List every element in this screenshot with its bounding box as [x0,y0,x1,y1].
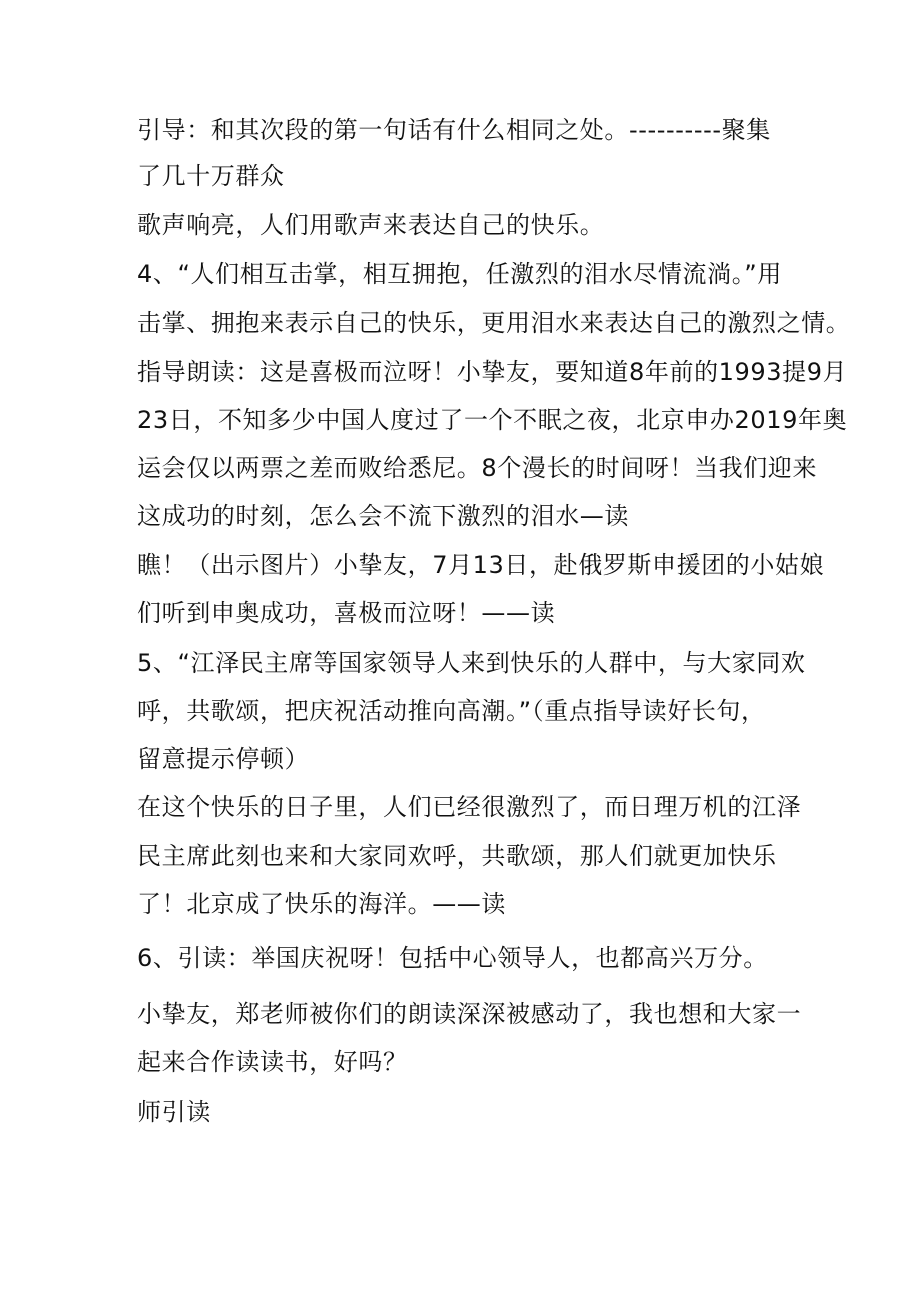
text-line: 留意提示停顿） [137,745,310,773]
text-line: 指导朗读：这是喜极而泣呀！小挚友，要知道8年前的1993提9月 [137,358,848,386]
text-line: 运会仅以两票之差而败给悉尼。8个漫长的时间呀！当我们迎来 [137,454,818,482]
text-line: 引导：和其次段的第一句话有什么相同之处。----------聚集 [137,116,771,144]
text-line: 歌声响亮，人们用歌声来表达自己的快乐。 [137,211,605,239]
text-line: 在这个快乐的日子里，人们已经很激烈了，而日理万机的江泽 [137,793,802,821]
text-line: 呼，共歌颂，把庆祝活动推向高潮。”（重点指导读好长句， [137,697,766,725]
text-line: 4、“人们相互击掌，相互拥抱，任激烈的泪水尽情流淌。”用 [137,260,782,288]
text-line: 这成功的时刻，怎么会不流下激烈的泪水—读 [137,502,629,530]
text-line: 6、引读：举国庆祝呀！包括中心领导人，也都高兴万分。 [137,944,768,972]
text-line: 了！北京成了快乐的海洋。——读 [137,890,506,918]
text-line: 5、“江泽民主席等国家领导人来到快乐的人群中，与大家同欢 [137,649,806,677]
text-line: 民主席此刻也来和大家同欢呼，共歌颂，那人们就更加快乐 [137,842,777,870]
text-line: 瞧！（出示图片）小挚友，7月13日，赴俄罗斯申援团的小姑娘 [137,551,825,579]
text-line: 起来合作读读书，好吗？ [137,1048,408,1076]
text-line: 师引读 [137,1098,211,1126]
text-line: 了几十万群众 [137,162,285,190]
text-line: 们听到申奥成功，喜极而泣呀！——读 [137,599,556,627]
text-line: 小挚友，郑老师被你们的朗读深深被感动了，我也想和大家一 [137,1000,802,1028]
text-line: 23日，不知多少中国人度过了一个不眠之夜，北京申办2019年奥 [137,406,848,434]
text-line: 击掌、拥抱来表示自己的快乐，更用泪水来表达自己的激烈之情。 [137,309,851,337]
